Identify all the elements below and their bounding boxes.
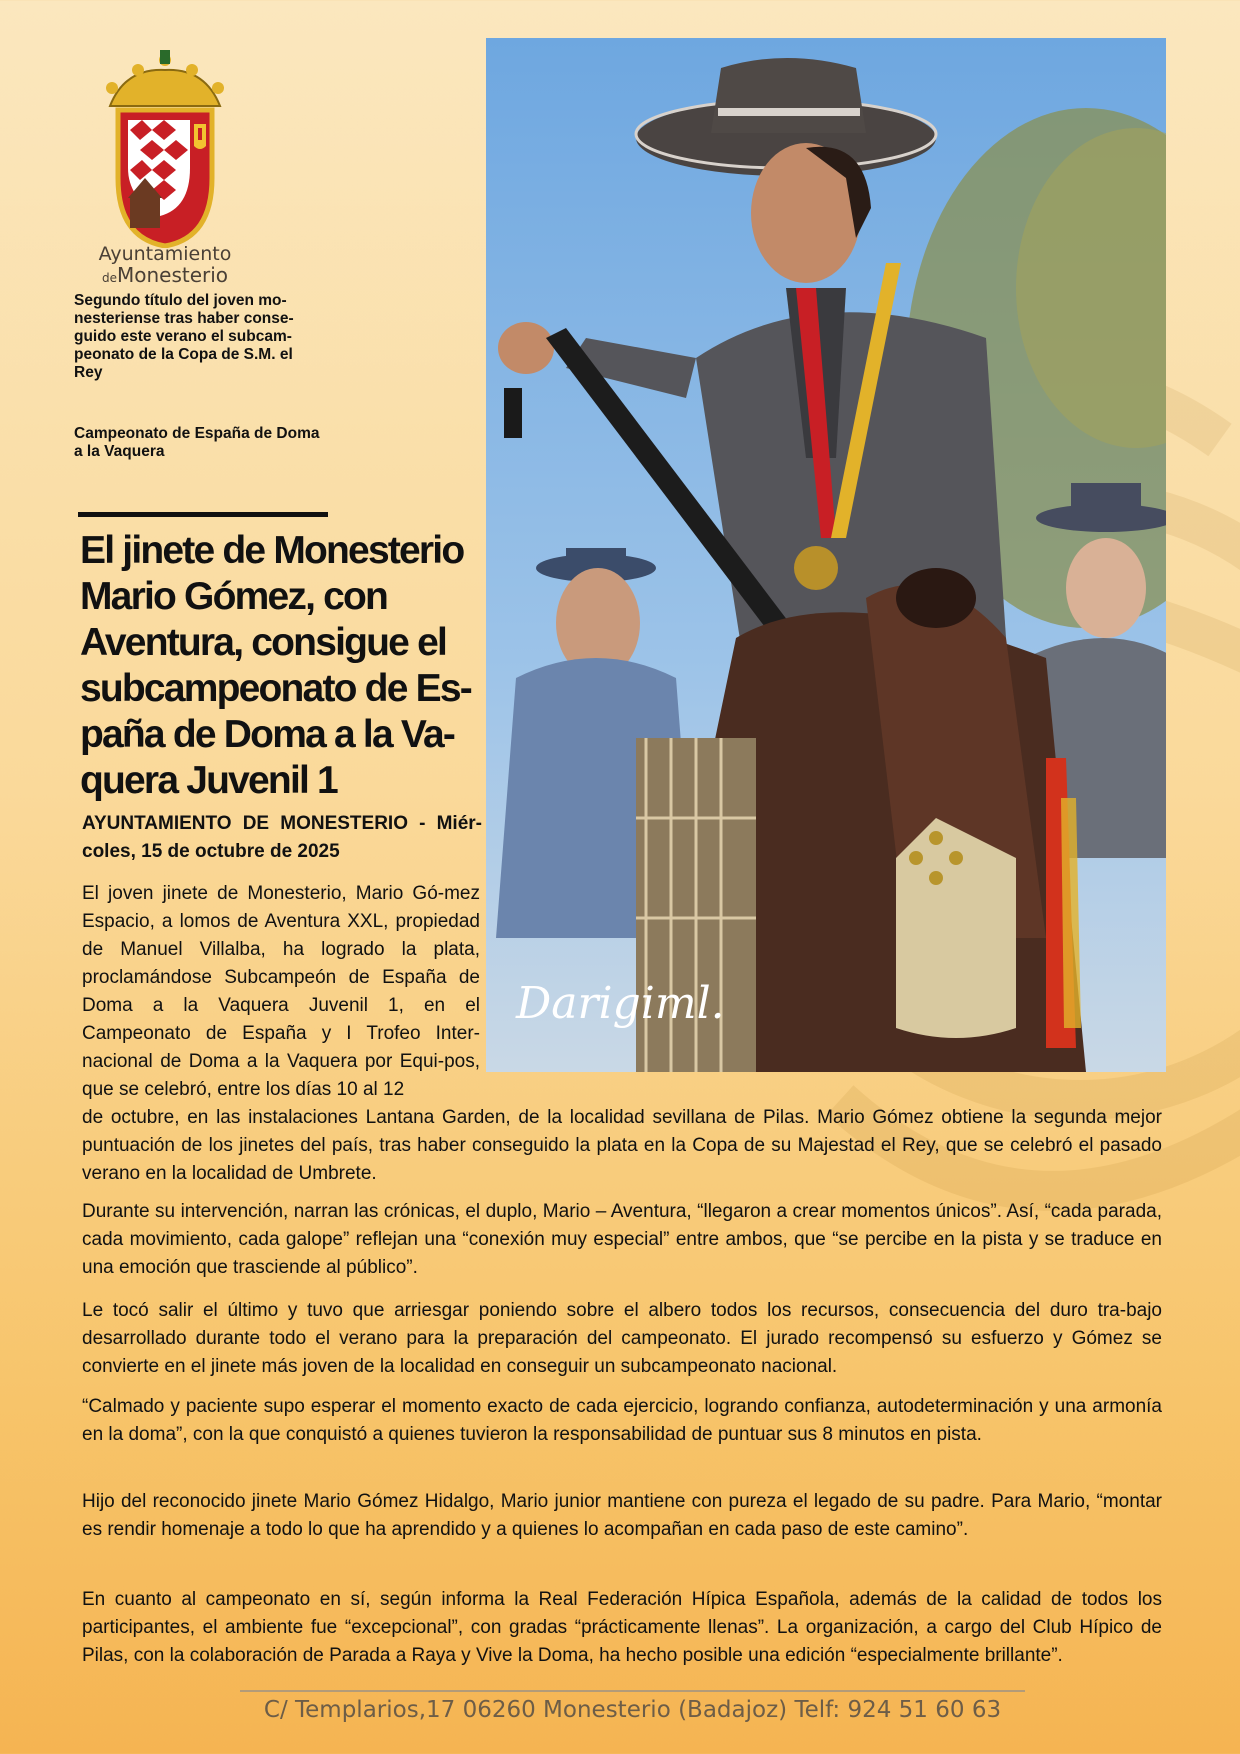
headline-rule (78, 512, 328, 517)
subhead-copa: Segundo título del joven mo-nesteriense tras haber conse-guido este verano el subcam-peonato de la Copa de S.M. el Rey (74, 292, 294, 381)
logo-line1: Ayuntamiento (98, 243, 232, 265)
article-paragraph-3: Le tocó salir el último y tuvo que arriesgar poniendo sobre el albero todos los recursos, consecuencia del duro tra-bajo desarrollado durante todo el verano para la preparación del campeonato. El jurado recompensó su esfuerzo y Gómez se convierte en el jinete más joven de la localidad en conseguir un subcampeonato nacional. (82, 1300, 1162, 1377)
footer-address: C/ Templarios,17 06260 Monesterio (Badajoz) Telf: 924 51 60 63 (263, 1697, 1002, 1723)
article-paragraph-5: Hijo del reconocido jinete Mario Gómez Hidalgo, Mario junior mantiene con pureza el legado de su padre. Para Mario, “montar es rendir homenaje a todo lo que ha aprendido y a quienes lo acompañan en cada paso de este camino”. (82, 1491, 1162, 1540)
subhead-campeonato: Campeonato de España de Doma a la Vaquera (74, 425, 320, 460)
coat-of-arms-icon (90, 48, 240, 248)
photo-signature: Darigiml. (516, 978, 725, 1029)
article-paragraph-1-lead: El joven jinete de Monesterio, Mario Gó-mez Espacio, a lomos de Aventura XXL, propiedad de Manuel Villalba, ha logrado la plata, proclamándose Subcampeón de España de Doma a la Vaquera Juvenil 1, en el Campeonato de España y I Trofeo Inter-nacional de Doma a la Vaquera por Equi-pos, que se celebró, entre los días 10 al 12 (82, 883, 480, 1100)
headline: El jinete de Monesterio Mario Gómez, con Aventura, consigue el subcampeonato de Es-paña de Doma a la Va-quera Juvenil 1 (80, 529, 471, 802)
footer-rule (240, 1690, 1025, 1692)
logo-line2: Monesterio (116, 263, 229, 287)
article-paragraph-2: Durante su intervención, narran las crónicas, el duplo, Mario – Aventura, “llegaron a crear momentos únicos”. Así, “cada parada, cada movimiento, cada galope” reflejan una “conexión muy especial” entre ambos, que “se percibe en la pista y se traduce en una emoción que trasciende al público”. (82, 1201, 1162, 1278)
logo-line2-prefix: de (101, 271, 117, 285)
article-paragraph-6: En cuanto al campeonato en sí, según informa la Real Federación Hípica Española, además de la calidad de todos los participantes, el ambiente fue “excepcional”, con gradas “prácticamente llenas”. La organización, a cargo del Club Hípico de Pilas, con la colaboración de Parada a Raya y Vive la Doma, ha hecho posible una edición “especialmente brillante”. (82, 1589, 1162, 1666)
rider-photo (486, 38, 1166, 1072)
article-paragraph-1-rest: de octubre, en las instalaciones Lantana Garden, de la localidad sevillana de Pilas. Mario Gómez obtiene la segunda mejor puntuación de los jinetes del país, tras haber conseguido la plata en la Copa de su Majestad el Rey, que se celebró el pasado verano en la localidad de Umbrete. (82, 1107, 1162, 1184)
dateline: AYUNTAMIENTO DE MONESTERIO - Miér-coles, 15 de octubre de 2025 (82, 813, 482, 862)
logo-text (80, 244, 250, 289)
article-paragraph-4: “Calmado y paciente supo esperar el momento exacto de cada ejercicio, logrando confianza, autodeterminación y una armonía en la doma”, con la que conquistó a quienes tuvieron la responsabilidad de puntuar sus 8 minutos en pista. (82, 1396, 1162, 1445)
